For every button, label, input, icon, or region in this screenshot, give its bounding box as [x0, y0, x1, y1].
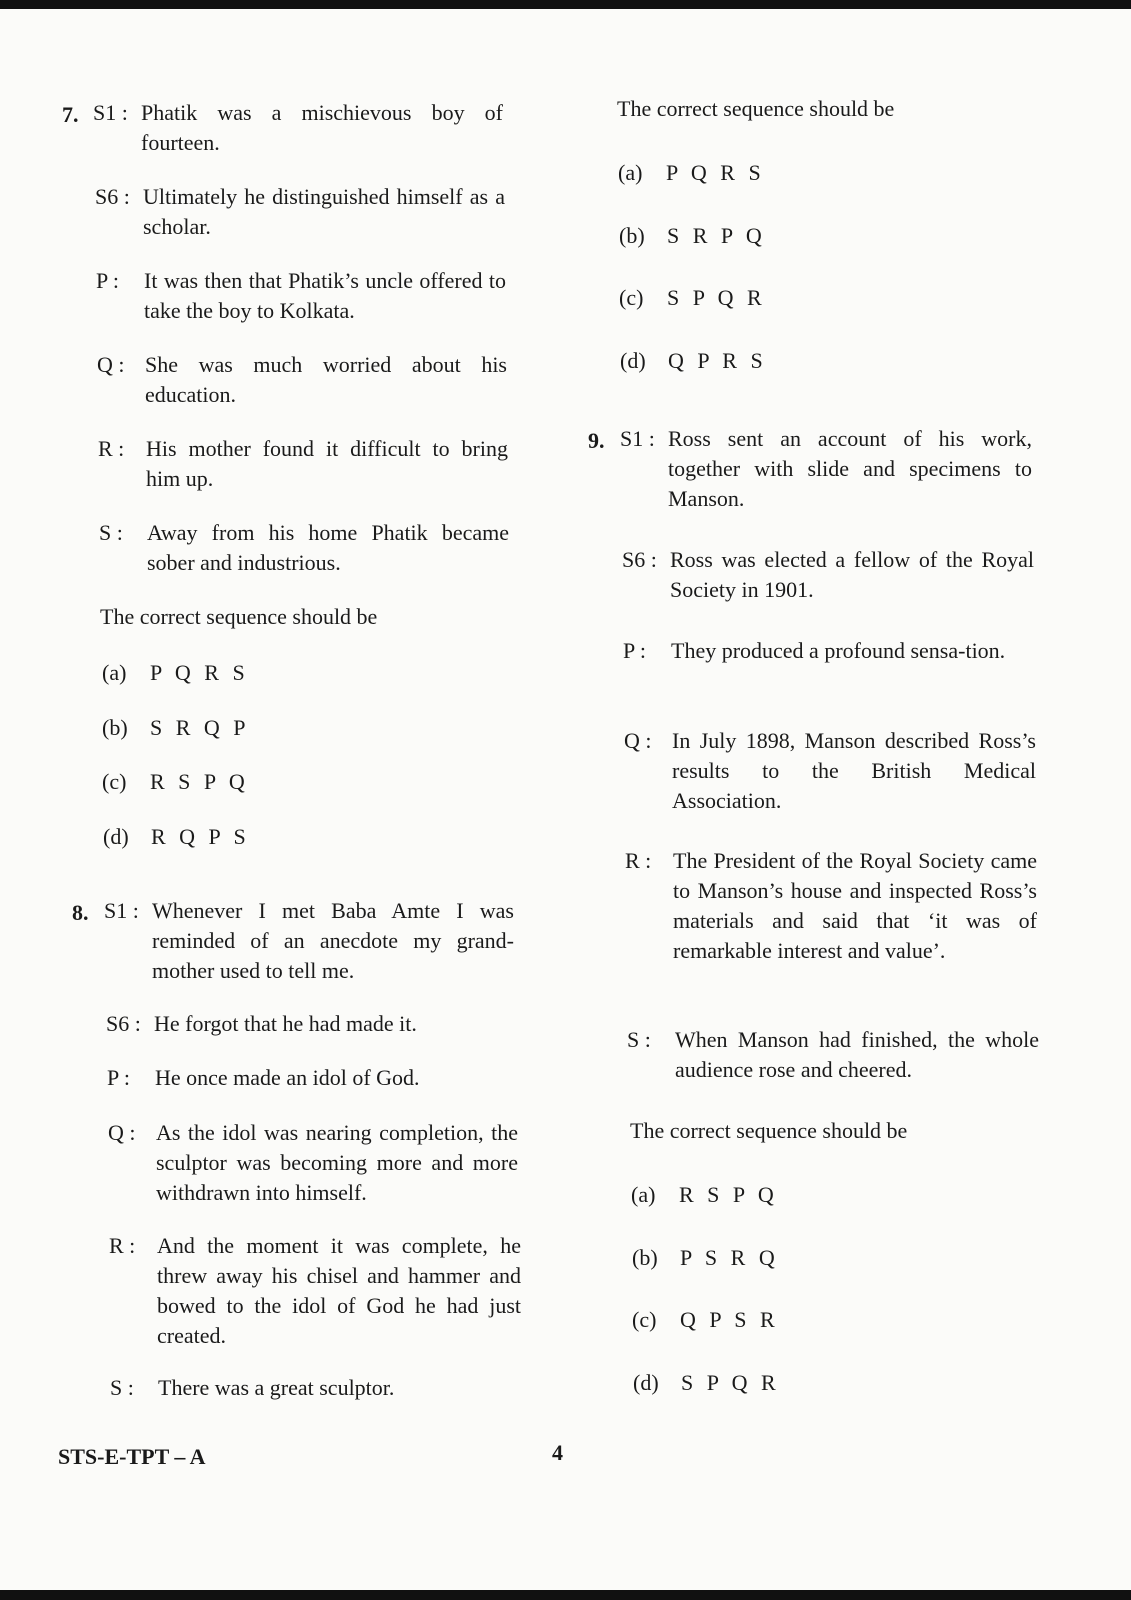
option-label: (b) — [632, 1245, 658, 1270]
option-label: (d) — [103, 824, 129, 849]
statement-label: S1 : — [93, 100, 128, 125]
option-value: S P Q R — [681, 1370, 776, 1395]
option-label: (c) — [102, 769, 127, 794]
q9-statement-s1 — [620, 424, 1032, 514]
q9-statement-p — [623, 636, 1035, 666]
option-value: R S P Q — [679, 1182, 774, 1207]
q8-statement-p — [107, 1063, 517, 1093]
option-value: Q P R S — [668, 348, 763, 373]
statement-label: R : — [98, 436, 125, 461]
statement-text: There was a great sculptor. — [158, 1375, 395, 1400]
q7-statement-s6 — [95, 182, 505, 242]
q8-statement-s — [110, 1373, 520, 1403]
option-label: (d) — [620, 348, 646, 373]
statement-label: S : — [99, 520, 123, 545]
statement-text: It was then that Phatik’s uncle offered to take the boy to Kolkata. — [144, 268, 506, 323]
question-7-number — [62, 100, 79, 130]
q7-option-c[interactable] — [102, 769, 245, 795]
q7-option-d[interactable] — [103, 824, 246, 850]
option-value: R S P Q — [150, 769, 245, 794]
statement-label: Q : — [108, 1120, 136, 1145]
statement-text: As the idol was nearing completion, the sculptor was becoming more and more withdrawn into himself. — [156, 1120, 518, 1205]
question-9-number — [588, 426, 605, 456]
option-value: P Q R S — [150, 660, 245, 685]
statement-label: S6 : — [622, 547, 657, 572]
q9-sequence-prompt: The correct sequence should be — [630, 1118, 908, 1143]
q8-statement-r — [109, 1231, 521, 1351]
statement-label: S : — [110, 1375, 134, 1400]
statement-label: R : — [109, 1233, 136, 1258]
statement-label: S : — [627, 1027, 651, 1052]
statement-label: P : — [623, 638, 647, 663]
option-label: (c) — [632, 1307, 657, 1332]
option-value: S P Q R — [667, 285, 762, 310]
q8-statement-s1 — [104, 896, 514, 986]
option-value: P Q R S — [666, 160, 761, 185]
option-value: P S R Q — [680, 1245, 775, 1270]
q7-statement-s1 — [93, 98, 503, 158]
option-value: S R Q P — [150, 715, 246, 740]
q9-statement-r — [625, 846, 1037, 966]
statement-text: They produced a profound sensa-tion. — [671, 638, 1006, 663]
q9-option-d[interactable] — [633, 1370, 776, 1396]
statement-text: Phatik was a mischievous boy of fourteen. — [141, 100, 503, 155]
option-label: (c) — [619, 285, 644, 310]
q8-option-b[interactable] — [619, 223, 762, 249]
q8-option-a[interactable] — [618, 160, 761, 186]
option-label: (a) — [631, 1182, 656, 1207]
statement-text: Whenever I met Baba Amte I was reminded of an anecdote my grand-mother used to tell me. — [152, 898, 514, 983]
q7-statement-q — [97, 350, 507, 410]
statement-text: When Manson had finished, the whole audience rose and cheered. — [675, 1027, 1039, 1082]
q8-sequence-prompt: The correct sequence should be — [617, 96, 895, 121]
statement-label: P : — [96, 268, 120, 293]
statement-label: S6 : — [106, 1011, 141, 1036]
statement-label: Q : — [97, 352, 125, 377]
statement-text: Ross sent an account of his work, together with slide and specimens to Manson. — [668, 426, 1032, 511]
bottom-border — [0, 1590, 1131, 1600]
statement-label: S1 : — [104, 898, 139, 923]
statement-label: S6 : — [95, 184, 130, 209]
q9-option-c[interactable] — [632, 1307, 775, 1333]
q8-statement-q — [108, 1118, 518, 1208]
question-number: 9. — [588, 428, 605, 453]
q7-statement-r — [98, 434, 508, 494]
page-number: 4 — [552, 1440, 563, 1465]
q9-statement-q — [624, 726, 1036, 816]
option-label: (b) — [619, 223, 645, 248]
q7-option-a[interactable] — [102, 660, 245, 686]
statement-text: He once made an idol of God. — [155, 1065, 420, 1090]
q7-option-b[interactable] — [102, 715, 246, 741]
statement-label: P : — [107, 1065, 131, 1090]
option-label: (d) — [633, 1370, 659, 1395]
q9-option-b[interactable] — [632, 1245, 775, 1271]
statement-label: Q : — [624, 728, 652, 753]
q7-sequence-prompt: The correct sequence should be — [100, 604, 378, 629]
q8-statement-s6 — [106, 1009, 516, 1039]
question-number: 7. — [62, 102, 79, 127]
option-value: Q P S R — [680, 1307, 775, 1332]
q7-statement-s — [99, 518, 509, 578]
statement-text: His mother found it difficult to bring him up. — [146, 436, 508, 491]
statement-text: Ultimately he distinguished himself as a scholar. — [143, 184, 505, 239]
question-8-number — [72, 898, 89, 928]
q9-option-a[interactable] — [631, 1182, 774, 1208]
statement-text: She was much worried about his education. — [145, 352, 507, 407]
option-value: S R P Q — [667, 223, 762, 248]
statement-label: S1 : — [620, 426, 655, 451]
statement-text: Ross was elected a fellow of the Royal Society in 1901. — [670, 547, 1034, 602]
statement-text: And the moment it was complete, he threw away his chisel and hammer and bowed to the idol of God he had just created. — [157, 1233, 521, 1348]
top-border — [0, 0, 1131, 9]
q9-statement-s6 — [622, 545, 1034, 605]
option-label: (a) — [618, 160, 643, 185]
option-label: (a) — [102, 660, 127, 685]
statement-text: The President of the Royal Society came to Manson’s house and inspected Ross’s materials and said that ‘it was of remarkable interest and value’. — [673, 848, 1037, 963]
statement-text: In July 1898, Manson described Ross’s results to the British Medical Association. — [672, 728, 1036, 813]
statement-text: He forgot that he had made it. — [154, 1011, 417, 1036]
question-number: 8. — [72, 900, 89, 925]
statement-label: R : — [625, 848, 652, 873]
statement-text: Away from his home Phatik became sober and industrious. — [147, 520, 509, 575]
q8-option-c[interactable] — [619, 285, 762, 311]
option-label: (b) — [102, 715, 128, 740]
option-value: R Q P S — [151, 824, 246, 849]
booklet-code: STS-E-TPT – A — [58, 1444, 206, 1469]
q8-option-d[interactable] — [620, 348, 763, 374]
q7-statement-p — [96, 266, 506, 326]
q9-statement-s — [627, 1025, 1039, 1085]
